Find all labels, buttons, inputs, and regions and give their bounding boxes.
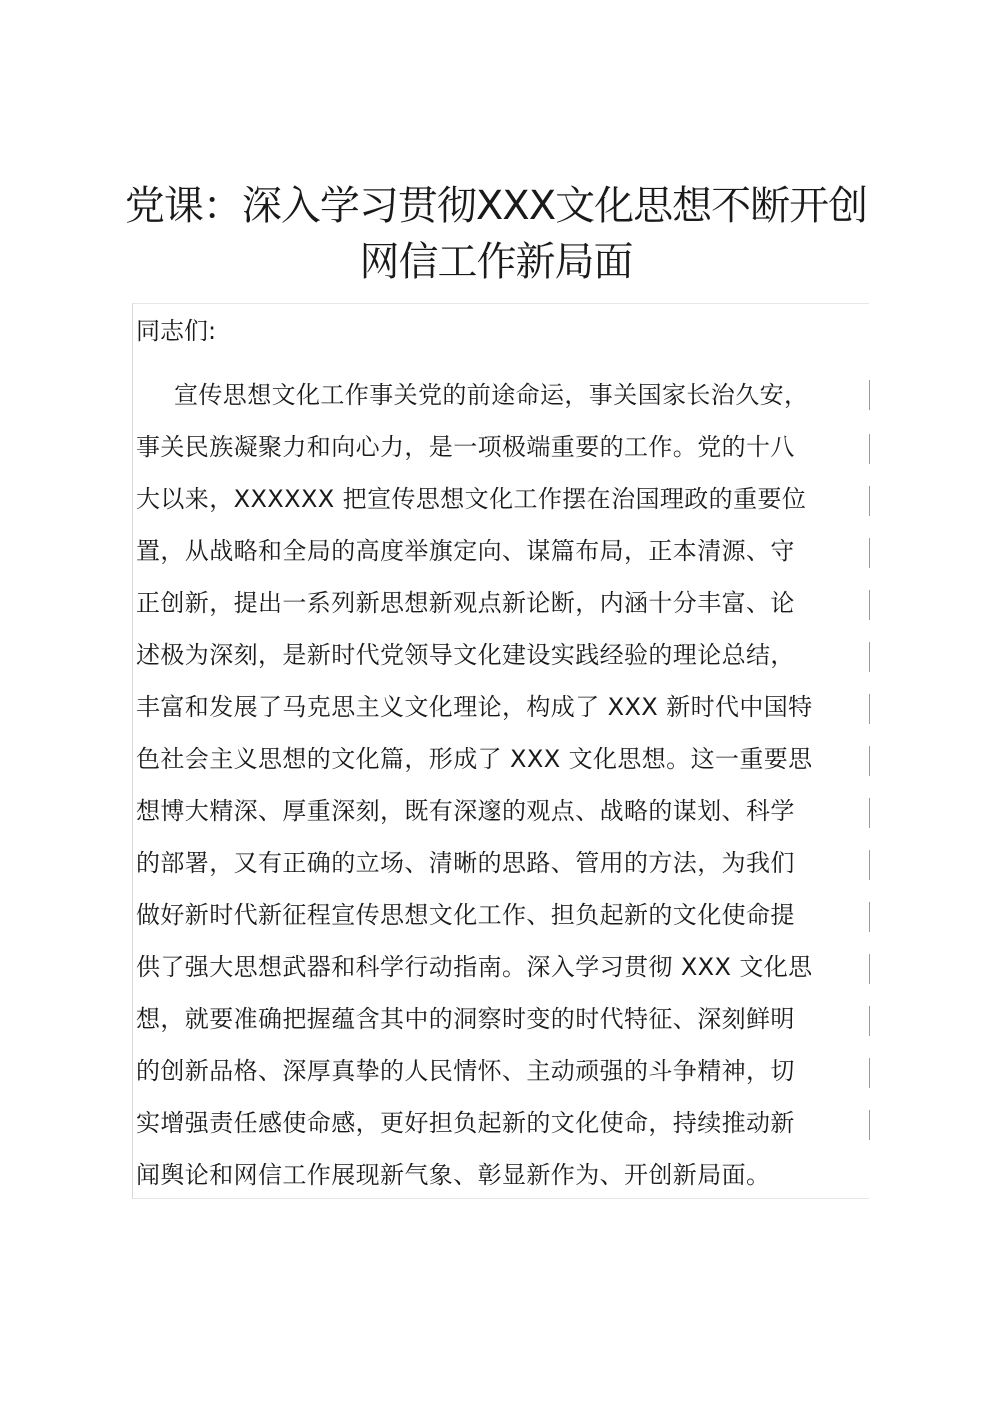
body-paragraph bbox=[136, 371, 868, 1203]
paragraph-line: 宣传思想文化工作事关党的前途命运，事关国家长治久安， bbox=[174, 381, 809, 409]
paragraph-line: 色社会主义思想的文化篇，形成了 XXX 文化思想。这一重要思 bbox=[136, 745, 813, 773]
frame-edge-mark bbox=[869, 1110, 870, 1140]
paragraph-line: 做好新时代新征程宣传思想文化工作、担负起新的文化使命提 bbox=[136, 901, 795, 929]
frame-edge-mark bbox=[869, 590, 870, 620]
frame-edge-mark bbox=[869, 434, 870, 464]
salutation: 同志们: bbox=[136, 317, 217, 345]
document-title bbox=[0, 178, 992, 290]
paragraph-line: 实增强责任感使命感，更好担负起新的文化使命，持续推动新 bbox=[136, 1109, 795, 1137]
paragraph-line: 的部署，又有正确的立场、清晰的思路、管用的方法，为我们 bbox=[136, 849, 795, 877]
frame-edge-mark bbox=[869, 798, 870, 828]
frame-edge-mark bbox=[869, 1058, 870, 1088]
frame-edge-mark bbox=[869, 746, 870, 776]
frame-edge-mark bbox=[869, 850, 870, 880]
paragraph-line: 的创新品格、深厚真挚的人民情怀、主动顽强的斗争精神，切 bbox=[136, 1057, 795, 1085]
paragraph-line: 供了强大思想武器和科学行动指南。深入学习贯彻 XXX 文化思 bbox=[136, 953, 813, 981]
paragraph-line: 大以来，XXXXXX 把宣传思想文化工作摆在治国理政的重要位 bbox=[136, 485, 807, 513]
paragraph-line: 闻舆论和网信工作展现新气象、彰显新作为、开创新局面。 bbox=[136, 1161, 771, 1189]
frame-edge-mark bbox=[869, 902, 870, 932]
paragraph-line: 丰富和发展了马克思主义文化理论，构成了 XXX 新时代中国特 bbox=[136, 693, 813, 721]
paragraph-line: 事关民族凝聚力和向心力，是一项极端重要的工作。党的十八 bbox=[136, 433, 795, 461]
frame-edge-mark bbox=[869, 1006, 870, 1036]
frame-edge-mark bbox=[869, 380, 870, 410]
paragraph-line: 置，从战略和全局的高度举旗定向、谋篇布局，正本清源、守 bbox=[136, 537, 795, 565]
frame-edge-mark bbox=[869, 954, 870, 984]
frame-edge-mark bbox=[869, 642, 870, 672]
frame-edge-mark bbox=[869, 694, 870, 724]
paragraph-line: 想，就要准确把握蕴含其中的洞察时变的时代特征、深刻鲜明 bbox=[136, 1005, 795, 1033]
paragraph-line: 正创新，提出一系列新思想新观点新论断，内涵十分丰富、论 bbox=[136, 589, 795, 617]
frame-edge-mark bbox=[869, 486, 870, 516]
paragraph-line: 述极为深刻，是新时代党领导文化建设实践经验的理论总结， bbox=[136, 641, 795, 669]
title-line-2: 网信工作新局面 bbox=[359, 239, 633, 285]
title-line-1: 党课：深入学习贯彻XXX文化思想不断开创 bbox=[124, 183, 868, 229]
paragraph-line: 想博大精深、厚重深刻，既有深邃的观点、战略的谋划、科学 bbox=[136, 797, 795, 825]
frame-edge-mark bbox=[869, 538, 870, 568]
